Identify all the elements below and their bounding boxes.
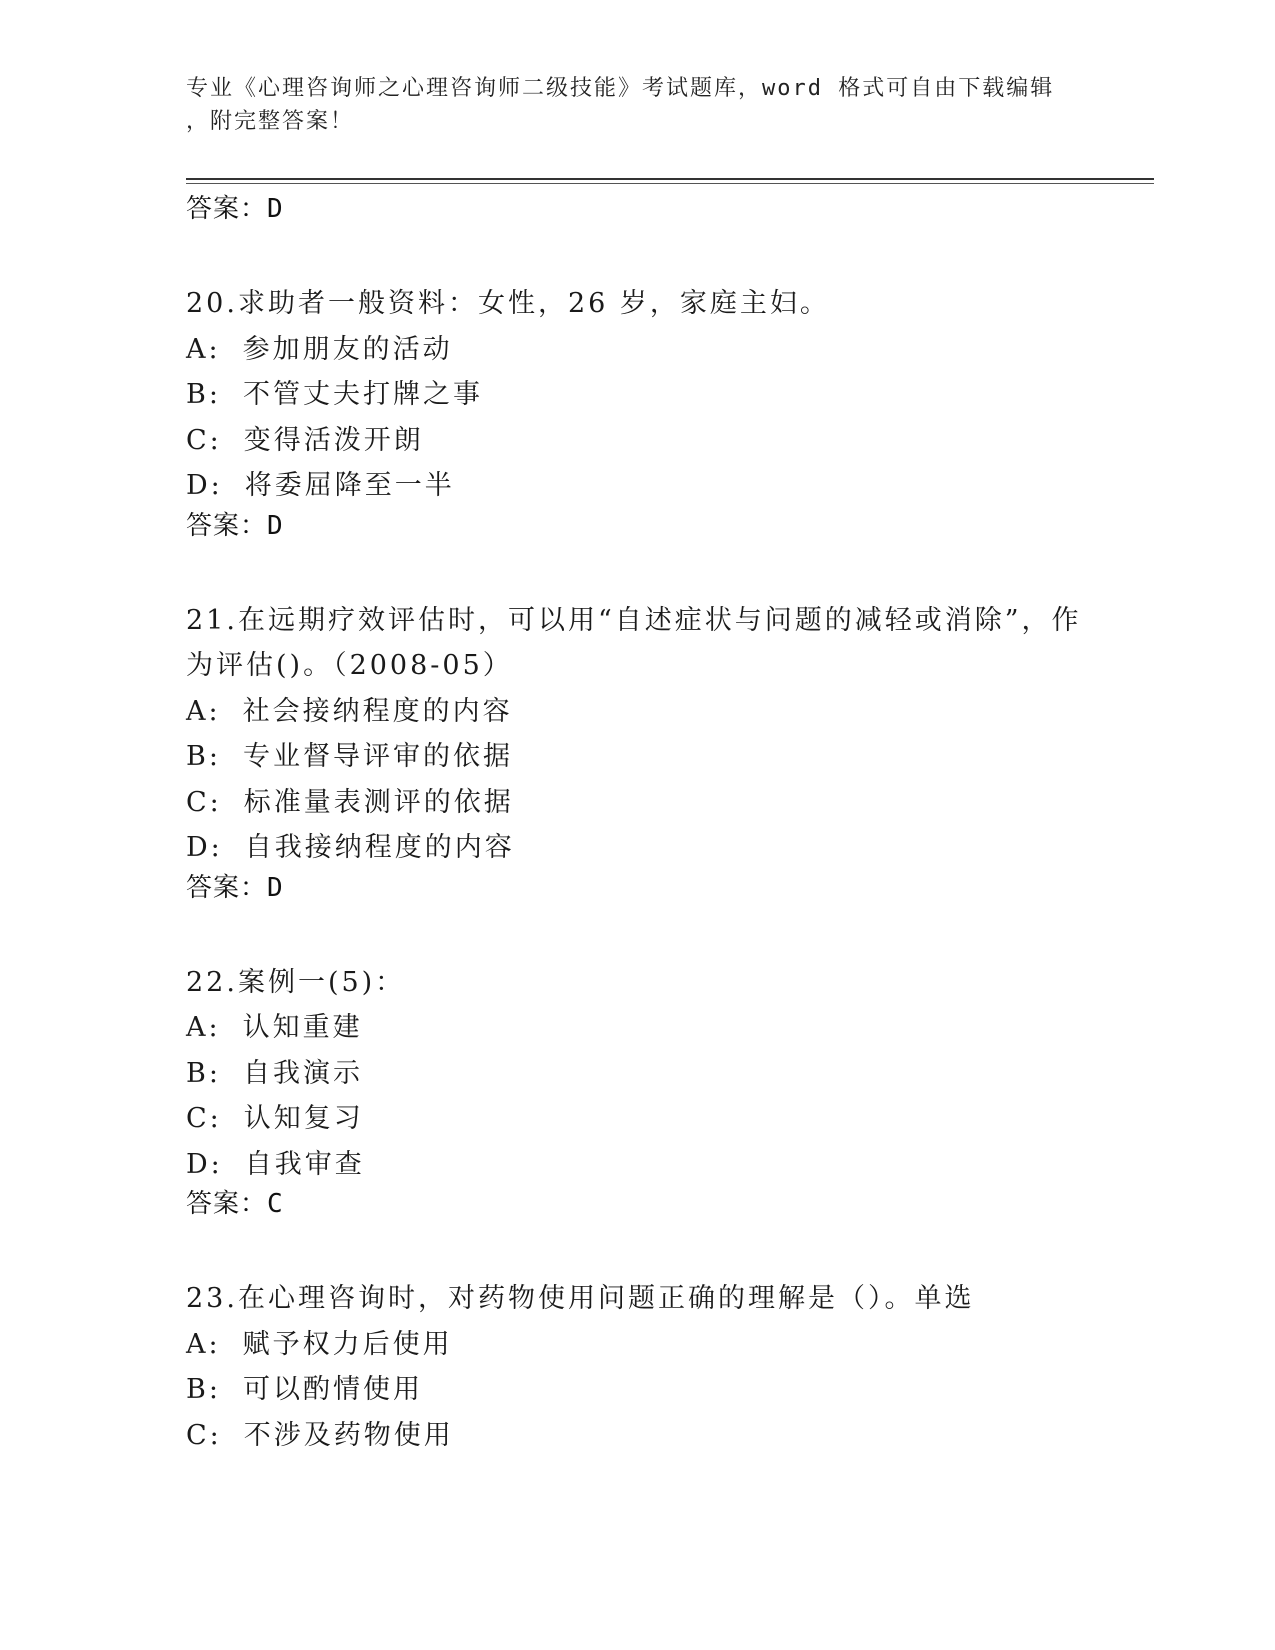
option-key: A: bbox=[186, 333, 221, 365]
option-text: 不涉及药物使用 bbox=[243, 1419, 454, 1451]
option-d bbox=[186, 825, 1086, 871]
option-text: 不管丈夫打牌之事 bbox=[242, 379, 483, 410]
option-text: 社会接纳程度的内容 bbox=[242, 695, 513, 727]
option-key: B: bbox=[186, 1374, 221, 1405]
question-block bbox=[186, 960, 1086, 1222]
option-key: A: bbox=[186, 1328, 221, 1360]
option-text: 将委屈降至一半 bbox=[244, 470, 455, 501]
option-text: 自我接纳程度的内容 bbox=[244, 832, 515, 863]
option-key: D: bbox=[186, 832, 223, 863]
question-block bbox=[186, 1276, 1086, 1458]
option-b bbox=[186, 372, 1086, 418]
option-key: A: bbox=[186, 695, 221, 727]
question-stem: 21.在远期疗效评估时，可以用“自述症状与问题的减轻或消除”，作为评估()。（2008-05） bbox=[186, 604, 1082, 681]
header-line-2: ，附完整答案！ bbox=[186, 109, 355, 134]
option-key: D: bbox=[186, 1148, 223, 1180]
option-text: 自我演示 bbox=[242, 1057, 363, 1089]
option-c bbox=[186, 1096, 1086, 1142]
option-d bbox=[186, 463, 1086, 509]
header-divider-thin bbox=[186, 183, 1154, 184]
option-text: 认知重建 bbox=[242, 1012, 363, 1043]
option-b bbox=[186, 734, 1086, 780]
option-key: C: bbox=[186, 1419, 222, 1451]
answer-line: 答案：D bbox=[186, 194, 284, 224]
question-list bbox=[186, 190, 1086, 1513]
option-d bbox=[186, 1142, 1086, 1188]
option-c bbox=[186, 1413, 1086, 1459]
header-divider-thick bbox=[186, 178, 1154, 180]
option-b bbox=[186, 1367, 1086, 1413]
option-text: 专业督导评审的依据 bbox=[242, 741, 513, 772]
answer-line: 答案：D bbox=[186, 872, 284, 903]
option-c bbox=[186, 418, 1086, 464]
option-key: A: bbox=[186, 1012, 221, 1043]
option-text: 可以酌情使用 bbox=[242, 1374, 423, 1405]
answer-line: 答案：D bbox=[186, 510, 284, 541]
option-key: C: bbox=[186, 786, 222, 818]
question-stem: 20.求助者一般资料：女性，26 岁，家庭主妇。 bbox=[186, 288, 830, 319]
option-a bbox=[186, 1322, 1086, 1368]
option-c bbox=[186, 780, 1086, 826]
question-stem: 23.在心理咨询时，对药物使用问题正确的理解是（）。单选 bbox=[186, 1283, 975, 1314]
header-line-1: 专业《心理咨询师之心理咨询师二级技能》考试题库，word 格式可自由下载编辑 bbox=[186, 76, 1055, 101]
option-text: 参加朋友的活动 bbox=[242, 333, 453, 365]
option-key: D: bbox=[186, 470, 223, 501]
option-key: B: bbox=[186, 379, 221, 410]
option-a bbox=[186, 1005, 1086, 1051]
option-text: 变得活泼开朗 bbox=[243, 424, 424, 456]
question-block bbox=[186, 281, 1086, 543]
option-key: C: bbox=[186, 424, 222, 456]
question-block bbox=[186, 598, 1086, 905]
answer-line: 答案：C bbox=[186, 1189, 284, 1219]
option-text: 赋予权力后使用 bbox=[242, 1328, 453, 1360]
option-key: B: bbox=[186, 1057, 221, 1089]
document-header bbox=[186, 72, 1086, 138]
option-text: 认知复习 bbox=[243, 1103, 364, 1134]
option-key: C: bbox=[186, 1103, 222, 1134]
option-text: 自我审查 bbox=[244, 1148, 365, 1180]
option-key: B: bbox=[186, 741, 221, 772]
option-b bbox=[186, 1051, 1086, 1097]
option-a bbox=[186, 689, 1086, 735]
question-stem: 22.案例一(5)： bbox=[186, 966, 406, 998]
option-text: 标准量表测评的依据 bbox=[243, 786, 514, 818]
option-a bbox=[186, 327, 1086, 373]
